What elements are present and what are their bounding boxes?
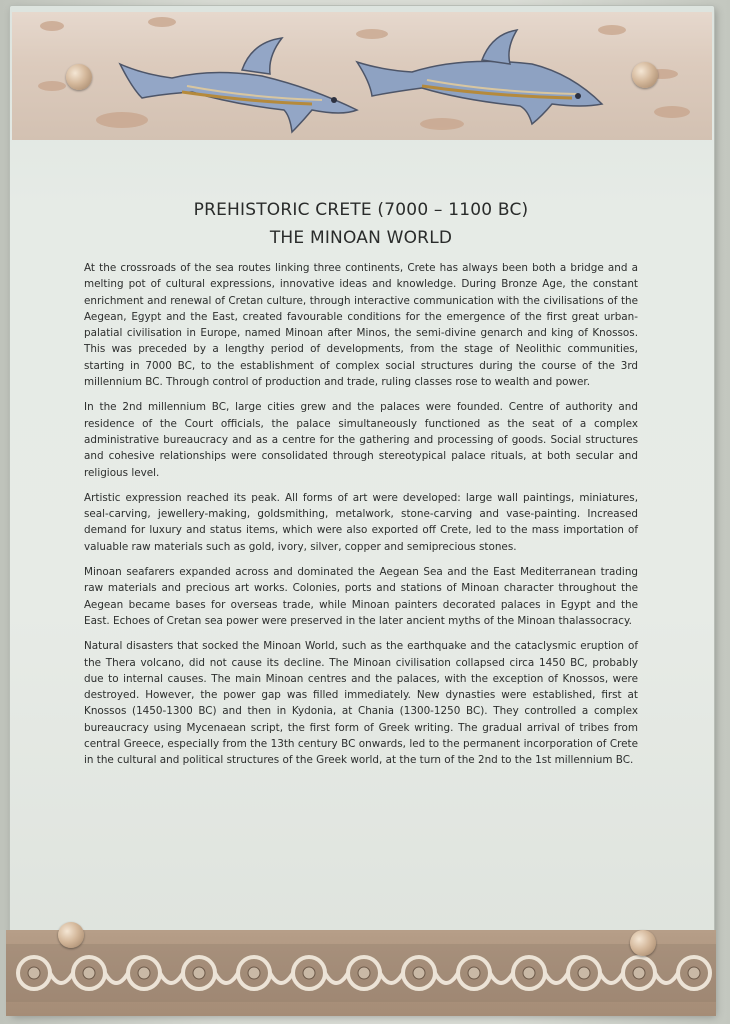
paragraph-intro: At the crossroads of the sea routes linking three continents, Crete has always been both a bridge and a melting pot of cultural expressions, innovative ideas and knowledge. During Bronze Age, the constant enrichment and renewal of Cretan culture, through interactive communication with the civilisations of the Aegean, Egypt and the East, created favourable conditions for the emergence of the first great urban-palatial civilisation in Europe, named Minoan after Minos, the semi-divine genarch and king of Knossos. This was preceded by a lengthy period of developments, from the stage of Neolithic communities, starting in 7000 BC, to the establishment of complex social structures during the course of the 3rd millennium BC. Through control of production and trade, ruling classes rose to wealth and power. — [84, 262, 638, 389]
title-line-2: THE MINOAN WORLD — [269, 228, 453, 248]
rosette — [358, 967, 370, 979]
plaque-title — [84, 196, 638, 252]
rosette — [468, 967, 480, 979]
paragraph-seafarers: Minoan seafarers expanded across and dominated the Aegean Sea and the East Mediterranean trading raw materials and precious art works. Colonies, ports and stations of Minoan character throughout the Aegean became bases for overseas trade, while Minoan painters decorated palaces in Egypt and the East. Echoes of Cretan sea power were preserved in the later ancient myths of the Minoan thalassocracy. — [84, 566, 638, 627]
paragraph-palaces: In the 2nd millennium BC, large cities grew and the palaces were founded. Centre of authority and residence of the Court officials, the palace simultaneously functioned as the seat of a complex administrative bureaucracy and as a centre for the gathering and processing of goods. Social structures and cohesive relationships were consolidated through stereotypical palace rituals, at both secular and religious level. — [84, 401, 638, 479]
bolt-bottom-left — [58, 922, 84, 948]
dolphin-left — [120, 38, 357, 132]
title-line-1: PREHISTORIC CRETE (7000 – 1100 BC) — [193, 200, 529, 220]
bolt-bottom-right — [630, 930, 656, 956]
paragraph-art: Artistic expression reached its peak. All forms of art were developed: large wall paintings, miniatures, seal-carving, jewellery-making, goldsmithing, metalwork, stone-carving and vase-painting. Increased demand for luxury and status items, which were also exported off Crete, led to the mass importation of valuable raw materials such as gold, ivory, silver, copper and semiprecious stones. — [84, 491, 638, 553]
bolt-top-left — [66, 64, 92, 90]
rosette — [303, 967, 315, 979]
rosette — [578, 967, 590, 979]
rosette — [83, 967, 95, 979]
paragraph-decline: Natural disasters that socked the Minoan World, such as the earthquake and the cataclysmic eruption of the Thera volcano, did not cause its decline. The Minoan civilisation collapsed circa 1450 BC, probably due to internal causes. The main Minoan centres and the palaces, with the exception of Knossos, were destroyed. However, the power gap was filled immediately. New dynasties were established, first at Knossos (1450-1300 BC) and then in Kydonia, at Chania (1300-1250 BC). They controlled a complex bureaucracy using Mycenaean script, the first form of Greek writing. The gradual arrival of tribes from central Greece, especially from the 13th century BC onwards, led to the permanent incorporation of Crete in the cultural and political structures of the Greek world, at the turn of the 2nd to the 1st millennium BC. — [84, 640, 638, 767]
spiral-frieze-image — [6, 930, 716, 1016]
rosette — [138, 967, 150, 979]
dolphin-fresco — [12, 12, 712, 140]
rosette — [523, 967, 535, 979]
rosette — [193, 967, 205, 979]
bolt-top-right — [632, 62, 658, 88]
dolphin-right — [357, 30, 602, 124]
rosette — [633, 967, 645, 979]
plaque-text — [84, 196, 638, 778]
rosette — [688, 967, 700, 979]
spiral-border — [6, 930, 716, 1016]
rosette — [28, 967, 40, 979]
dolphin-fresco-image — [12, 12, 712, 140]
rosette — [413, 967, 425, 979]
rosette — [248, 967, 260, 979]
